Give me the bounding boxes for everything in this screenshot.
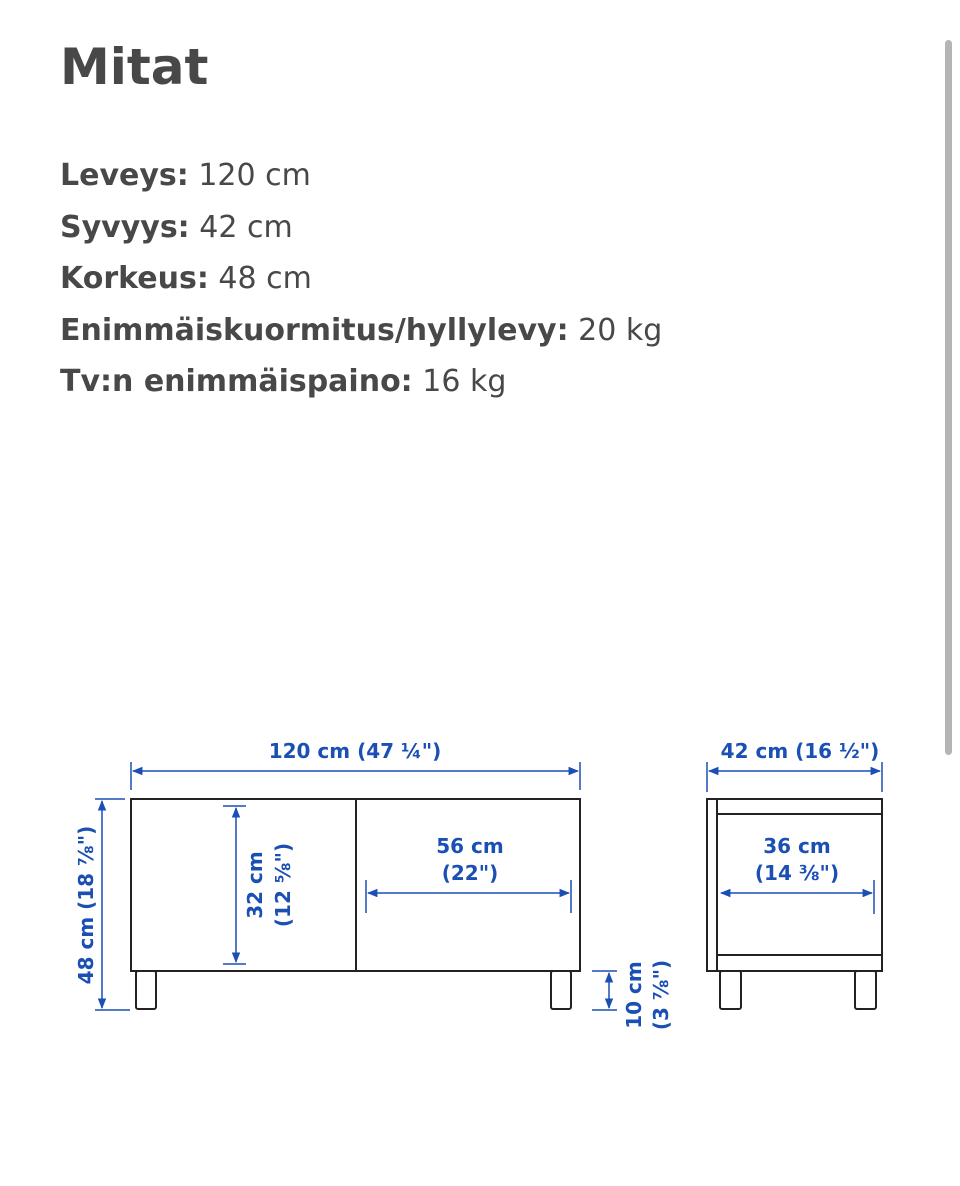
spec-label: Korkeus:	[60, 261, 209, 296]
spec-label: Tv:n enimmäispaino:	[60, 364, 413, 399]
front-view	[131, 799, 580, 1009]
door-height-cm-label: 32 cm	[243, 851, 267, 919]
compartment-width-cm-label: 56 cm	[436, 834, 504, 858]
spec-value: 120 cm	[198, 158, 311, 193]
leg-right	[551, 971, 571, 1009]
spec-label: Enimmäiskuormitus/hyllylevy:	[60, 312, 569, 348]
spec-value: 16 kg	[422, 364, 507, 399]
page-title: Mitat	[60, 38, 209, 96]
leg-height-cm-label: 10 cm	[622, 961, 646, 1029]
leg-height-in-label: (3 ⅞")	[649, 959, 673, 1031]
cabinet-side-outline	[707, 799, 882, 971]
spec-label: Leveys:	[60, 158, 189, 193]
side-leg-left	[720, 971, 741, 1009]
spec-value: 42 cm	[199, 209, 293, 245]
spec-value: 48 cm	[218, 261, 312, 296]
door-height-in-label: (12 ⅝")	[271, 842, 295, 928]
spec-value: 20 kg	[578, 312, 663, 348]
leg-left	[136, 971, 156, 1009]
compartment-width-in-label: (22")	[441, 861, 499, 885]
side-view	[707, 799, 882, 1009]
spec-label: Syvyys:	[60, 209, 190, 245]
height-label: 48 cm (18 ⅞")	[74, 825, 98, 985]
side-leg-right	[855, 971, 876, 1009]
inner-depth-cm-label: 36 cm	[763, 834, 831, 858]
width-label: 120 cm (47 ¼")	[268, 739, 442, 763]
depth-label: 42 cm (16 ½")	[720, 739, 880, 763]
inner-depth-in-label: (14 ⅜")	[754, 861, 840, 885]
